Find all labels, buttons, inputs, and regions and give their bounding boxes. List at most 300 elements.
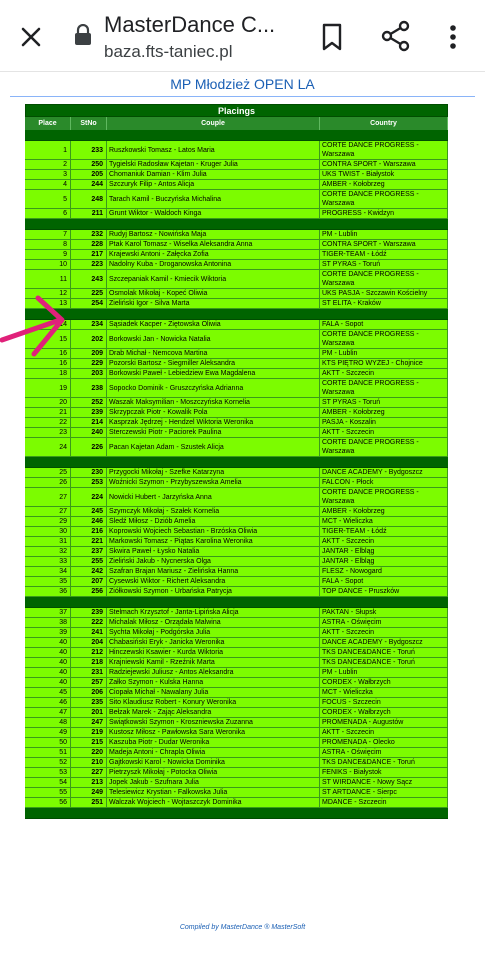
country-cell: CORTE DANCE PROGRESS - Warszawa — [320, 379, 448, 397]
country-cell: UKS TWIST - Białystok — [320, 170, 448, 179]
couple-cell: Cysewski Wiktor - Richert Aleksandra — [107, 577, 320, 586]
country-cell: TKS DANCE&DANCE - Toruń — [320, 648, 448, 657]
couple-cell: Woźnicki Szymon - Przybyszewska Amelia — [107, 478, 320, 487]
couple-cell: Przygocki Mikołaj - Szefke Katarzyna — [107, 468, 320, 477]
country-cell: CORDEX - Wałbrzych — [320, 708, 448, 717]
place-cell: 8 — [25, 240, 71, 249]
place-cell: 4 — [25, 180, 71, 189]
place-cell: 40 — [25, 638, 71, 647]
stno-cell: 242 — [71, 567, 107, 576]
stno-cell: 212 — [71, 648, 107, 657]
couple-cell: Kustosz Miłosz - Pawłowska Sara Weronika — [107, 728, 320, 737]
couple-cell: Osmolak Mikołaj - Kopeć Oliwia — [107, 289, 320, 298]
table-row — [25, 349, 448, 359]
couple-cell: Zieliński Jakub - Nycnerska Olga — [107, 557, 320, 566]
table-row — [25, 478, 448, 488]
place-cell: 12 — [25, 289, 71, 298]
table-row — [25, 517, 448, 527]
table-row — [25, 408, 448, 418]
page-title: MP Młodzież OPEN LA — [170, 76, 315, 92]
couple-cell: Jopek Jakub - Szufnara Julia — [107, 778, 320, 787]
stno-cell: 203 — [71, 369, 107, 378]
country-cell: MCT - Wieliczka — [320, 688, 448, 697]
couple-cell: Sterczewski Piotr - Paciorek Paulina — [107, 428, 320, 437]
country-cell: AMBER - Kołobrzeg — [320, 180, 448, 189]
place-cell: 21 — [25, 408, 71, 417]
place-cell: 24 — [25, 438, 71, 456]
place-cell: 19 — [25, 379, 71, 397]
place-cell: 45 — [25, 688, 71, 697]
country-cell: FLESZ - Nowogard — [320, 567, 448, 576]
stno-cell: 228 — [71, 240, 107, 249]
place-cell: 51 — [25, 748, 71, 757]
table-body — [25, 130, 448, 819]
table-row — [25, 778, 448, 788]
country-cell: TKS DANCE&DANCE - Toruń — [320, 658, 448, 667]
country-cell: TKS DANCE&DANCE - Toruń — [320, 758, 448, 767]
group-separator — [25, 130, 448, 141]
couple-cell: Krajewski Antoni - Załęcka Zofia — [107, 250, 320, 259]
couple-cell: Sito Klaudiusz Robert - Konury Weronika — [107, 698, 320, 707]
stno-cell: 248 — [71, 190, 107, 208]
couple-cell: Bełzak Marek - Zając Aleksandra — [107, 708, 320, 717]
country-cell: FALA - Sopot — [320, 577, 448, 586]
table-row — [25, 289, 448, 299]
stno-cell: 240 — [71, 428, 107, 437]
table-row — [25, 587, 448, 597]
stno-cell: 211 — [71, 209, 107, 218]
place-cell: 55 — [25, 788, 71, 797]
country-cell: DANCE ACADEMY - Bydgoszcz — [320, 638, 448, 647]
couple-cell: Stelmach Krzysztof - Janta-Lipińska Alicja — [107, 608, 320, 617]
couple-cell: Grunt Wiktor - Waldoch Kinga — [107, 209, 320, 218]
table-row — [25, 260, 448, 270]
place-cell: 36 — [25, 587, 71, 596]
country-cell: CORTE DANCE PROGRESS - Warszawa — [320, 141, 448, 159]
group-separator — [25, 457, 448, 468]
table-row — [25, 798, 448, 808]
stno-cell: 244 — [71, 180, 107, 189]
place-cell: 50 — [25, 738, 71, 747]
table-row — [25, 320, 448, 330]
stno-cell: 219 — [71, 728, 107, 737]
table-row — [25, 718, 448, 728]
table-row — [25, 270, 448, 289]
stno-cell: 214 — [71, 418, 107, 427]
couple-cell: Tygielski Radosław Kajetan - Kruger Julia — [107, 160, 320, 169]
couple-cell: Sychta Mikołaj - Podgórska Julia — [107, 628, 320, 637]
stno-cell: 239 — [71, 608, 107, 617]
couple-cell: Gajtkowski Karol - Nowicka Dominika — [107, 758, 320, 767]
country-cell: MCT - Wieliczka — [320, 517, 448, 526]
place-cell: 37 — [25, 608, 71, 617]
stno-cell: 206 — [71, 688, 107, 697]
lock-icon — [74, 24, 92, 46]
place-cell: 10 — [25, 260, 71, 269]
couple-cell: Ciopała Michał - Nawalany Julia — [107, 688, 320, 697]
place-cell: 7 — [25, 230, 71, 239]
stno-cell: 250 — [71, 160, 107, 169]
couple-cell: Krajniewski Kamil - Rzeźnik Marta — [107, 658, 320, 667]
country-cell: AKTT - Szczecin — [320, 628, 448, 637]
country-cell: PM - Lublin — [320, 230, 448, 239]
stno-cell: 201 — [71, 708, 107, 717]
couple-cell: Chabasiński Eryk - Janicka Weronika — [107, 638, 320, 647]
country-cell: ST ARTDANCE - Sierpc — [320, 788, 448, 797]
table-row — [25, 668, 448, 678]
table-row — [25, 180, 448, 190]
couple-cell: Markowski Tomasz - Piątas Karolina Weronika — [107, 537, 320, 546]
country-cell: PROGRESS - Kwidzyn — [320, 209, 448, 218]
place-cell: 40 — [25, 668, 71, 677]
couple-cell: Szczuryk Filip - Antos Alicja — [107, 180, 320, 189]
stno-cell: 202 — [71, 330, 107, 348]
couple-cell: Ziółkowski Szymon - Urbańska Patrycja — [107, 587, 320, 596]
place-cell: 47 — [25, 708, 71, 717]
group-separator — [25, 309, 448, 320]
stno-cell: 209 — [71, 349, 107, 358]
group-separator — [25, 808, 448, 819]
table-row — [25, 170, 448, 180]
place-cell: 39 — [25, 628, 71, 637]
table-row — [25, 708, 448, 718]
place-cell: 6 — [25, 209, 71, 218]
stno-cell: 241 — [71, 628, 107, 637]
country-cell: TIGER-TEAM - Łódź — [320, 527, 448, 536]
share-icon[interactable] — [380, 20, 412, 52]
couple-cell: Chomaniuk Damian - Klim Julia — [107, 170, 320, 179]
place-cell: 2 — [25, 160, 71, 169]
stno-cell: 215 — [71, 738, 107, 747]
stno-cell: 229 — [71, 359, 107, 368]
country-cell: TIGER-TEAM - Łódź — [320, 250, 448, 259]
couple-cell: Drab Michał - Nemcova Martina — [107, 349, 320, 358]
place-cell: 23 — [25, 428, 71, 437]
couple-cell: Szymczyk Mikołaj - Szałek Kornelia — [107, 507, 320, 516]
country-cell: AKTT - Szczecin — [320, 537, 448, 546]
country-cell: AKTT - Szczecin — [320, 369, 448, 378]
page-tab-title: MasterDance C... — [104, 12, 276, 37]
couple-cell: Nowicki Hubert - Jarzyńska Anna — [107, 488, 320, 506]
place-cell: 26 — [25, 478, 71, 487]
stno-cell: 231 — [71, 668, 107, 677]
place-cell: 27 — [25, 507, 71, 516]
place-cell: 52 — [25, 758, 71, 767]
country-cell: JANTAR - Elbląg — [320, 547, 448, 556]
footer-credit: Compiled by MasterDance ® MasterSoft — [179, 924, 306, 931]
place-cell: 40 — [25, 648, 71, 657]
couple-cell: Nadolny Kuba - Droganowska Antonina — [107, 260, 320, 269]
stno-cell: 207 — [71, 577, 107, 586]
country-cell: CORTE DANCE PROGRESS - Warszawa — [320, 270, 448, 288]
place-cell: 40 — [25, 658, 71, 667]
country-cell: AKTT - Szczecin — [320, 728, 448, 737]
place-cell: 32 — [25, 547, 71, 556]
country-cell: PM - Lublin — [320, 349, 448, 358]
stno-cell: 252 — [71, 398, 107, 407]
group-separator — [25, 219, 448, 230]
stno-cell: 217 — [71, 250, 107, 259]
country-cell: PM - Lublin — [320, 668, 448, 677]
couple-cell: Radziejewski Juliusz - Antos Aleksandra — [107, 668, 320, 677]
country-cell: PAKTAN - Słupsk — [320, 608, 448, 617]
couple-cell: Borkowski Jan - Nowicka Natalia — [107, 330, 320, 348]
country-cell: CORTE DANCE PROGRESS - Warszawa — [320, 190, 448, 208]
country-cell: PROMENADA - Augustów — [320, 718, 448, 727]
table-row — [25, 577, 448, 587]
stno-cell: 253 — [71, 478, 107, 487]
place-cell: 25 — [25, 468, 71, 477]
table-row — [25, 768, 448, 778]
couple-cell: Pozorski Bartosz - Siegmiller Aleksandra — [107, 359, 320, 368]
couple-cell: Pacan Kajetan Adam - Szustek Alicja — [107, 438, 320, 456]
couple-cell: Rudyj Bartosz - Nowińska Maja — [107, 230, 320, 239]
table-header — [25, 117, 448, 130]
stno-cell: 218 — [71, 658, 107, 667]
table-row — [25, 230, 448, 240]
stno-cell: 232 — [71, 230, 107, 239]
couple-cell: Michalak Miłosz - Orządała Malwina — [107, 618, 320, 627]
header-place: Place — [25, 117, 71, 130]
country-cell: ST ELITA - Kraków — [320, 299, 448, 308]
country-cell: TOP DANCE - Pruszków — [320, 587, 448, 596]
stno-cell: 204 — [71, 638, 107, 647]
table-row — [25, 728, 448, 738]
place-cell: 27 — [25, 488, 71, 506]
table-row — [25, 190, 448, 209]
stno-cell: 249 — [71, 788, 107, 797]
couple-cell: Waszak Maksymilian - Moszczyńska Kornelia — [107, 398, 320, 407]
place-cell: 49 — [25, 728, 71, 737]
stno-cell: 239 — [71, 408, 107, 417]
place-cell: 34 — [25, 567, 71, 576]
stno-cell: 226 — [71, 438, 107, 456]
table-row — [25, 748, 448, 758]
table-row — [25, 698, 448, 708]
country-cell: FALCON - Płock — [320, 478, 448, 487]
couple-cell: Kaszuba Piotr - Dudar Weronika — [107, 738, 320, 747]
table-caption: Placings — [25, 104, 448, 117]
couple-cell: Szafran Brajan Mariusz - Zielińska Hanna — [107, 567, 320, 576]
country-cell: DANCE ACADEMY - Bydgoszcz — [320, 468, 448, 477]
place-cell: 53 — [25, 768, 71, 777]
country-cell: ST PYRAS - Toruń — [320, 260, 448, 269]
stno-cell: 247 — [71, 718, 107, 727]
place-cell: 40 — [25, 678, 71, 687]
stno-cell: 210 — [71, 758, 107, 767]
place-cell: 3 — [25, 170, 71, 179]
table-row — [25, 527, 448, 537]
stno-cell: 255 — [71, 557, 107, 566]
place-cell: 14 — [25, 320, 71, 329]
stno-cell: 235 — [71, 698, 107, 707]
table-row — [25, 557, 448, 567]
stno-cell: 243 — [71, 270, 107, 288]
stno-cell: 237 — [71, 547, 107, 556]
country-cell: FALA - Sopot — [320, 320, 448, 329]
table-row — [25, 567, 448, 577]
table-row — [25, 379, 448, 398]
couple-cell: Skwira Paweł - Łysko Natalia — [107, 547, 320, 556]
table-row — [25, 788, 448, 798]
place-cell: 15 — [25, 330, 71, 348]
place-cell: 16 — [25, 349, 71, 358]
place-cell: 48 — [25, 718, 71, 727]
couple-cell: Tarach Kamil - Buczyńska Michalina — [107, 190, 320, 208]
table-row — [25, 438, 448, 457]
country-cell: ST WIRDANCE - Nowy Sącz — [320, 778, 448, 787]
url-text[interactable]: baza.fts-taniec.pl — [104, 42, 233, 61]
couple-cell: Kasprzak Jędrzej - Hendzel Wiktoria Weronika — [107, 418, 320, 427]
couple-cell: Sąsiadek Kacper - Ziętowska Oliwia — [107, 320, 320, 329]
country-cell: CONTRA SPORT - Warszawa — [320, 160, 448, 169]
table-row — [25, 537, 448, 547]
place-cell: 9 — [25, 250, 71, 259]
table-row — [25, 658, 448, 668]
couple-cell: Szczepaniak Kamil - Kmiecik Wiktoria — [107, 270, 320, 288]
stno-cell: 230 — [71, 468, 107, 477]
table-row — [25, 398, 448, 408]
table-row — [25, 488, 448, 507]
couple-cell: Zieliński Igor - Silva Marta — [107, 299, 320, 308]
place-cell: 29 — [25, 517, 71, 526]
stno-cell: 254 — [71, 299, 107, 308]
country-cell: MDANCE - Szczecin — [320, 798, 448, 807]
place-cell: 18 — [25, 369, 71, 378]
place-cell: 13 — [25, 299, 71, 308]
country-cell: KTS PIĘTRO WYŻEJ - Chojnice — [320, 359, 448, 368]
bookmark-icon[interactable] — [318, 22, 346, 52]
stno-cell: 216 — [71, 527, 107, 536]
country-cell: CORDEX - Wałbrzych — [320, 678, 448, 687]
table-row — [25, 209, 448, 219]
stno-cell: 213 — [71, 778, 107, 787]
stno-cell: 205 — [71, 170, 107, 179]
couple-cell: Hinczewski Ksawier - Kurda Wiktoria — [107, 648, 320, 657]
couple-cell: Śledź Miłosz - Dziób Amelia — [107, 517, 320, 526]
place-cell: 30 — [25, 527, 71, 536]
table-row — [25, 359, 448, 369]
country-cell: PASJA - Koszalin — [320, 418, 448, 427]
table-row — [25, 608, 448, 618]
table-row — [25, 428, 448, 438]
place-cell: 46 — [25, 698, 71, 707]
couple-cell: Madeja Antoni - Chrapla Oliwia — [107, 748, 320, 757]
table-row — [25, 628, 448, 638]
table-row — [25, 638, 448, 648]
place-cell: 16 — [25, 359, 71, 368]
place-cell: 31 — [25, 537, 71, 546]
place-cell: 22 — [25, 418, 71, 427]
table-row — [25, 369, 448, 379]
stno-cell: 256 — [71, 587, 107, 596]
place-cell: 35 — [25, 577, 71, 586]
table-row — [25, 330, 448, 349]
table-row — [25, 547, 448, 557]
table-row — [25, 648, 448, 658]
country-cell: AMBER - Kołobrzeg — [320, 507, 448, 516]
stno-cell: 222 — [71, 618, 107, 627]
couple-cell: Skrzypczak Piotr - Kowalik Pola — [107, 408, 320, 417]
couple-cell: Świątkowski Szymon - Kroszniewska Zuzanna — [107, 718, 320, 727]
couple-cell: Ruszkowski Tomasz - Latos Maria — [107, 141, 320, 159]
couple-cell: Sopocko Dominik - Gruszczyńska Adrianna — [107, 379, 320, 397]
browser-toolbar — [0, 0, 485, 72]
stno-cell: 224 — [71, 488, 107, 506]
country-cell: PROMENADA - Olecko — [320, 738, 448, 747]
stno-cell: 233 — [71, 141, 107, 159]
table-row — [25, 418, 448, 428]
stno-cell: 246 — [71, 517, 107, 526]
annotation-arrow — [0, 292, 70, 360]
stno-cell: 238 — [71, 379, 107, 397]
stno-cell: 223 — [71, 260, 107, 269]
stno-cell: 251 — [71, 798, 107, 807]
more-vert-icon[interactable] — [440, 22, 466, 52]
table-row — [25, 468, 448, 478]
country-cell: ASTRA - Oświęcim — [320, 748, 448, 757]
country-cell: UKS PASJA - Szczawin Kościelny — [320, 289, 448, 298]
stno-cell: 220 — [71, 748, 107, 757]
country-cell: ASTRA - Oświęcim — [320, 618, 448, 627]
place-cell: 56 — [25, 798, 71, 807]
place-cell: 54 — [25, 778, 71, 787]
country-cell: FENIKS - Białystok — [320, 768, 448, 777]
table-row — [25, 618, 448, 628]
title-divider — [10, 96, 475, 97]
country-cell: CONTRA SPORT - Warszawa — [320, 240, 448, 249]
table-row — [25, 688, 448, 698]
table-row — [25, 250, 448, 260]
stno-cell: 221 — [71, 537, 107, 546]
country-cell: CORTE DANCE PROGRESS - Warszawa — [320, 488, 448, 506]
couple-cell: Telesiewicz Krystian - Falkowska Julia — [107, 788, 320, 797]
country-cell: CORTE DANCE PROGRESS - Warszawa — [320, 438, 448, 456]
group-separator — [25, 597, 448, 608]
couple-cell: Pietrzyszk Mikołaj - Potocka Oliwia — [107, 768, 320, 777]
table-row — [25, 758, 448, 768]
table-row — [25, 678, 448, 688]
table-row — [25, 299, 448, 309]
country-cell: FOCUS - Szczecin — [320, 698, 448, 707]
country-cell: AMBER - Kołobrzeg — [320, 408, 448, 417]
table-row — [25, 141, 448, 160]
country-cell: CORTE DANCE PROGRESS - Warszawa — [320, 330, 448, 348]
header-stno: StNo — [71, 117, 107, 130]
stno-cell: 227 — [71, 768, 107, 777]
table-row — [25, 507, 448, 517]
stno-cell: 225 — [71, 289, 107, 298]
couple-cell: Walczak Wojciech - Wojtaszczyk Dominika — [107, 798, 320, 807]
couple-cell: Koprowski Wojciech Sebastian - Brzóska Oliwia — [107, 527, 320, 536]
place-cell: 38 — [25, 618, 71, 627]
couple-cell: Żałko Szymon - Kulska Hanna — [107, 678, 320, 687]
place-cell: 5 — [25, 190, 71, 208]
header-country: Country — [320, 117, 448, 130]
header-couple: Couple — [107, 117, 320, 130]
couple-cell: Ptak Karol Tomasz - Wiselka Aleksandra Anna — [107, 240, 320, 249]
table-row — [25, 160, 448, 170]
stno-cell: 257 — [71, 678, 107, 687]
close-icon[interactable] — [16, 22, 46, 52]
place-cell: 33 — [25, 557, 71, 566]
country-cell: AKTT - Szczecin — [320, 428, 448, 437]
country-cell: JANTAR - Elbląg — [320, 557, 448, 566]
place-cell: 1 — [25, 141, 71, 159]
stno-cell: 234 — [71, 320, 107, 329]
place-cell: 20 — [25, 398, 71, 407]
table-row — [25, 240, 448, 250]
